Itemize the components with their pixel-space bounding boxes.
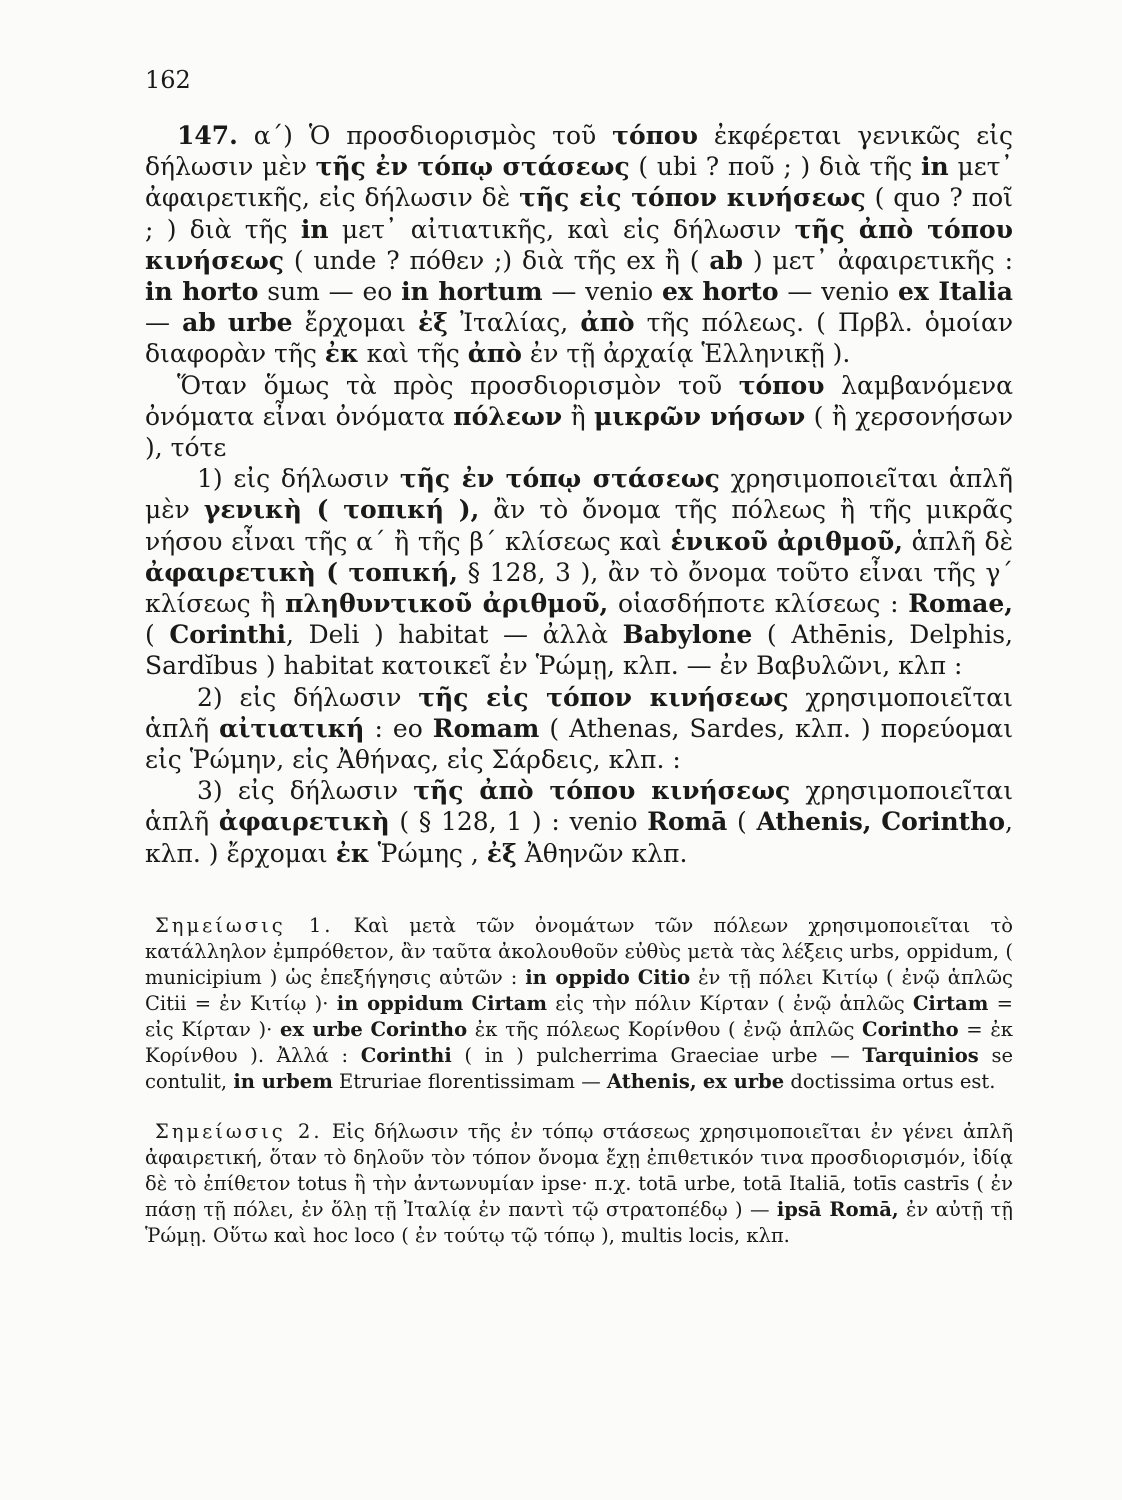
note-1: Σημείωσις 1. Καὶ μετὰ τῶν ὀνομάτων τῶν πόλεων χρησιμοποιεῖται τὸ κατάλληλον ἐμπρόθετον, ἂν ταῦτα ἀκολουθοῦν εὐθὺς μετὰ τὰς λέξεις urbs, oppidum, ( municipium ) ὡς ἐπεξήγησις αὐτῶν : in oppido Citio ἐν τῇ πόλει Κιτίῳ ( ἐνῷ ἁπλῶς Citii = ἐν Κιτίῳ )· in oppidum Cirtam εἰς τὴν πόλιν Κίρταν ( ἐνῷ ἁπλῶς Cirtam = εἰς Κίρταν )· ex urbe Corintho ἐκ τῆς πόλεως Κορίνθου ( ἐνῷ ἁπλῶς Corintho = ἐκ Κορίνθου ). Ἀλλά : Corinthi ( in ) pulcherrima Graeciae urbe — Tarquinios se contulit, in urbem Etruriae florentissimam — Athenis, ex urbe doctissima ortus est. xyxy=(145,913,1014,1093)
rule-1-location: 1) εἰς δήλωσιν τῆς ἐν τόπῳ στάσεως χρησιμοποιεῖται ἁπλῆ μὲν γενικὴ ( τοπική ), ἂν τὸ ὄνομα τῆς πόλεως ἢ τῆς μικρᾶς νήσου εἶναι τῆς α΄ ἢ τῆς β΄ κλίσεως καὶ ἑνικοῦ ἀριθμοῦ, ἁπλῆ δὲ ἀφαιρετικὴ ( τοπική, § 128, 3 ), ἂν τὸ ὄνομα τοῦτο εἶναι τῆς γ΄ κλίσεως ἢ πληθυντικοῦ ἀριθμοῦ, οἱασδήποτε κλίσεως : Romae, ( Corinthi, Deli ) habitat — ἀλλὰ Babylone ( Athēnis, Delphis, Sardĭbus ) habitat κατοικεῖ ἐν Ῥώμῃ, κλπ. — ἐν Βαβυλῶνι, κλπ : xyxy=(145,464,1013,681)
paragraph-city-names: Ὅταν ὅμως τὰ πρὸς προσδιορισμὸν τοῦ τόπου λαμβανόμενα ὀνόματα εἶναι ὀνόματα πόλεων ἢ μικρῶν νήσων ( ἢ χερσονήσων ), τότε xyxy=(145,370,1014,463)
rule-3-motion-from: 3) εἰς δήλωσιν τῆς ἀπὸ τόπου κινήσεως χρησιμοποιεῖται ἁπλῆ ἀφαιρετικὴ ( § 128, 1 ) : venio Romā ( Athenis, Corintho, κλπ. ) ἔρχομαι ἐκ Ῥώμης , ἐξ Ἀθηνῶν κλπ. xyxy=(145,776,1013,868)
section-147 xyxy=(145,120,1013,869)
rule-2-motion-to: 2) εἰς δήλωσιν τῆς εἰς τόπον κινήσεως χρησιμοποιεῖται ἁπλῆ αἰτιατική : eo Romam ( Athenas, Sardes, κλπ. ) πορεύομαι εἰς Ῥώμην, εἰς Ἀθήνας, εἰς Σάρδεις, κλπ. : xyxy=(145,682,1013,775)
paragraph-147-intro: 147. α΄) Ὁ προσδιορισμὸς τοῦ τόπου ἐκφέρεται γενικῶς εἰς δήλωσιν μὲν τῆς ἐν τόπῳ στάσεως ( ubi ? ποῦ ; ) διὰ τῆς in μετ᾽ ἀφαιρετικῆς, εἰς δήλωσιν δὲ τῆς εἰς τόπον κινήσεως ( quo ? ποῖ ; ) διὰ τῆς in μετ᾽ αἰτιατικῆς, καὶ εἰς δήλωσιν τῆς ἀπὸ τόπου κινήσεως ( unde ? πόθεν ;) διὰ τῆς ex ἢ ( ab ) μετ᾽ ἀφαιρετικῆς : in horto sum — eo in hortum — venio ex horto — venio ex Italia — ab urbe ἔρχομαι ἐξ Ἰταλίας, ἀπὸ τῆς πόλεως. ( Πρβλ. ὁμοίαν διαφορὰν τῆς ἐκ καὶ τῆς ἀπὸ ἐν τῇ ἀρχαίᾳ Ἑλληνικῇ ). xyxy=(145,121,1014,369)
page-body xyxy=(145,120,1013,1249)
page-number: 162 xyxy=(145,66,191,94)
note-2: Σημείωσις 2. Εἰς δήλωσιν τῆς ἐν τόπῳ στάσεως χρησιμοποιεῖται ἐν γένει ἁπλῆ ἀφαιρετική, ὅταν τὸ δηλοῦν τὸν τόπον ὄνομα ἔχῃ ἐπιθετικόν τινα προσδιορισμόν, ἰδίᾳ δὲ τὸ ἐπίθετον totus ἢ τὴν ἀντωνυμίαν ipse· π.χ. totā urbe, totā Italiā, totīs castrīs ( ἐν πάσῃ τῇ πόλει, ἐν ὅλῃ τῇ Ἰταλίᾳ ἐν παντὶ τῷ στρατοπέδῳ ) — ipsā Romā, ἐν αὐτῇ τῇ Ῥώμῃ. Οὕτω καὶ hoc loco ( ἐν τούτῳ τῷ τόπῳ ), multis locis, κλπ. xyxy=(145,1119,1013,1247)
